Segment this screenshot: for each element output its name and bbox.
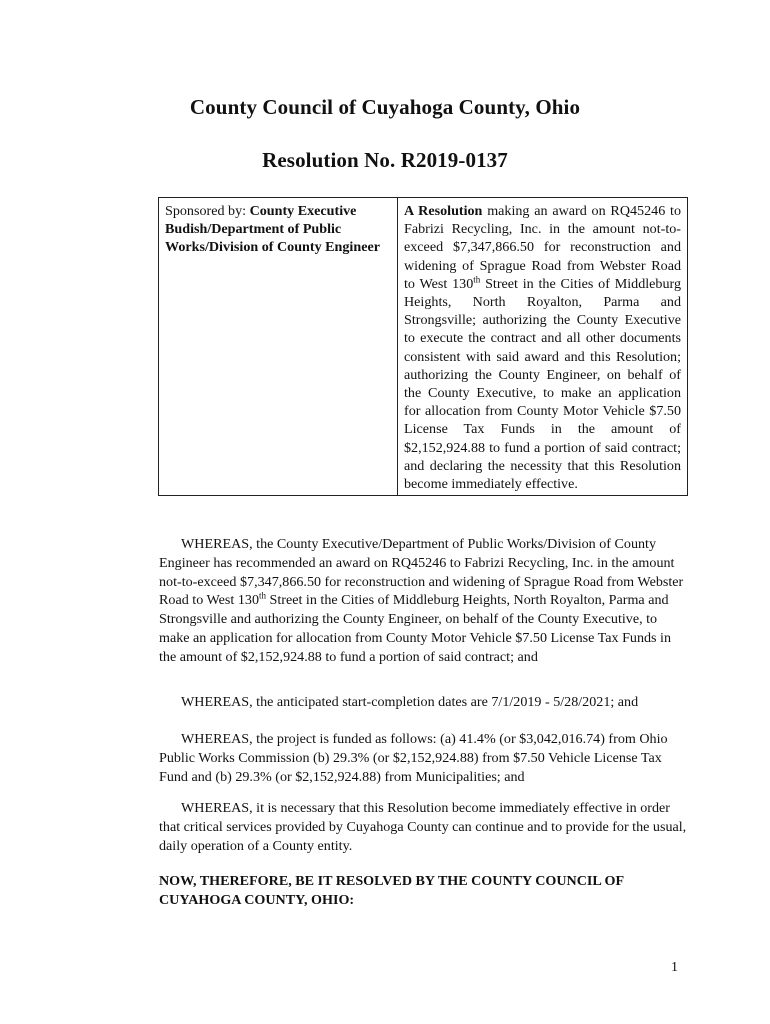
whereas-1-text-part2: Street in the Cities of Middleburg Heights, North Royalton, Parma and Strongsville and authorizing the County Engineer, on behalf of the County Executive, to make an application for allocation from County Motor Vehicle $7.50 License Tax Funds in the amount of $2,152,924.88 to fund a portion of said contract; and <box>159 592 672 665</box>
sponsor-label: Sponsored by: <box>165 203 250 219</box>
description-text-part1: making an award on RQ45246 to Fabrizi Recycling, Inc. in the amount not-to-exceed $7,347,866.50 for reconstruction and widening of Sprague Road from Webster Road to West 130 <box>404 203 681 292</box>
whereas-clause-1 <box>159 535 687 667</box>
description-lead: A Resolution <box>404 203 483 219</box>
sponsor-cell <box>159 198 398 496</box>
description-cell <box>398 198 688 496</box>
whereas-clause-2: WHEREAS, the anticipated start-completion dates are 7/1/2019 - 5/28/2021; and <box>181 694 639 710</box>
council-title: County Council of Cuyahoga County, Ohio <box>189 95 581 119</box>
whereas-1-ordinal-suffix: th <box>259 590 267 601</box>
resolution-number: Resolution No. R2019-0137 <box>262 148 508 172</box>
description-text-part2: Street in the Cities of Middleburg Heights, North Royalton, Parma and Strongsville; authorizing the County Executive to execute the contract and all other documents consistent with said award and this Resolution; authorizing the County Engineer, on behalf of the County Executive, to make an application for allocation from County Motor Vehicle $7.50 License Tax Funds in the amount of $2,152,924.88 to fund a portion of said contract; and declaring the necessity that this Resolution become immediately effective. <box>404 275 681 493</box>
sponsor-name: County Executive Budish/Department of Public Works/Division of County Engineer <box>165 203 380 256</box>
summary-row <box>159 198 688 496</box>
now-therefore-clause: NOW, THEREFORE, BE IT RESOLVED BY THE COUNTY COUNCIL OF CUYAHOGA COUNTY, OHIO: <box>159 873 624 908</box>
whereas-clause-4: WHEREAS, it is necessary that this Resolution become immediately effective in order that critical services provided by Cuyahoga County can continue and to provide for the usual, daily operation of a County entity. <box>159 800 687 854</box>
resolution-summary-table <box>158 197 688 496</box>
description-ordinal-suffix: th <box>473 274 481 285</box>
whereas-1-text-part1: WHEREAS, the County Executive/Department of Public Works/Division of County Engineer has recommended an award on RQ45246 to Fabrizi Recycling, Inc. in the amount not-to-exceed $7,347,866.50 for reconstruction and widening of Sprague Road from Webster Road to West 130 <box>159 536 684 609</box>
whereas-clause-3: WHEREAS, the project is funded as follows: (a) 41.4% (or $3,042,016.74) from Ohio Public Works Commission (b) 29.3% (or $2,152,924.88) from $7.50 Vehicle License Tax Fund and (b) 29.3% (or $2,152,924.88) from Municipalities; and <box>159 731 668 785</box>
page-number: 1 <box>671 960 678 975</box>
